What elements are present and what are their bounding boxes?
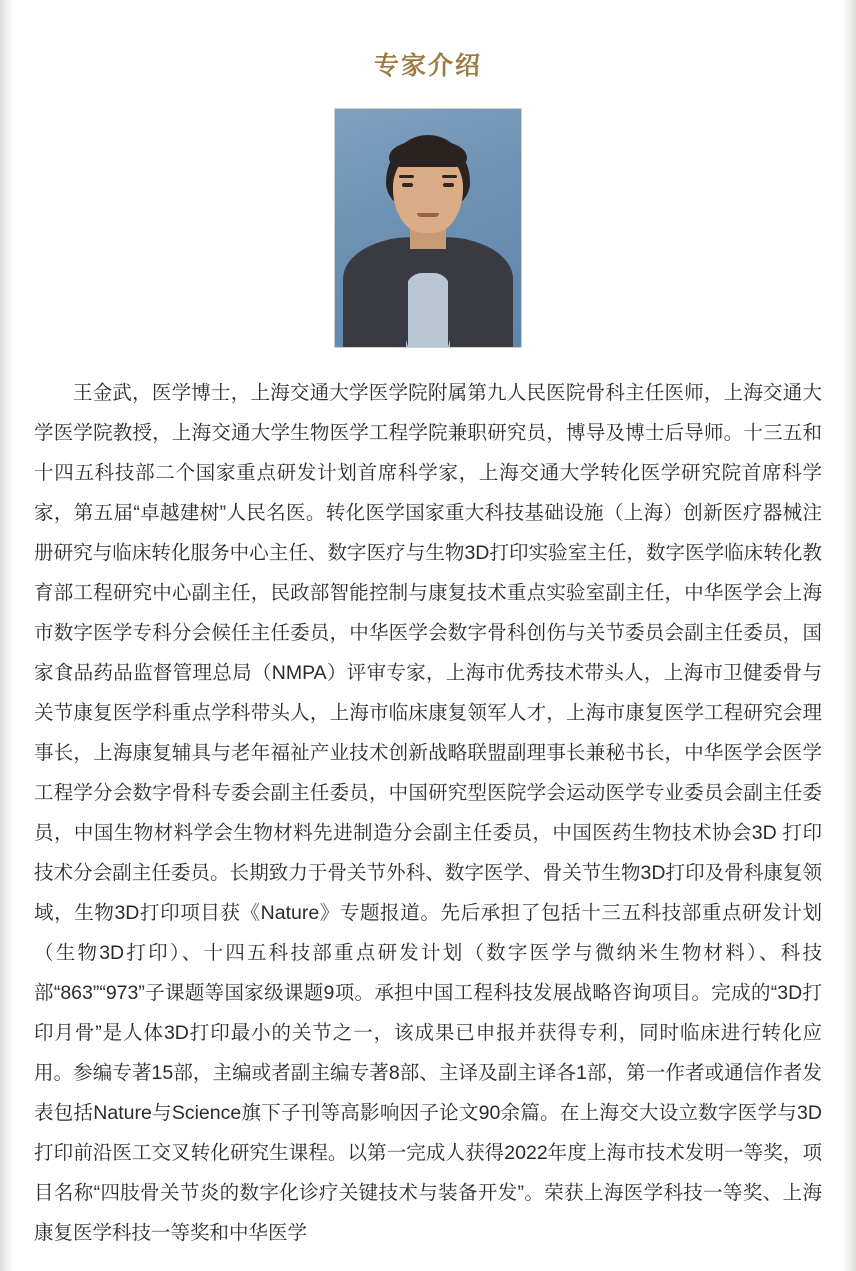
expert-bio-container [26,367,830,1253]
portrait-shirt [406,273,450,347]
expert-bio-paragraph: 王金武，医学博士，上海交通大学医学院附属第九人民医院骨科主任医师，上海交通大学医学院教授，上海交通大学生物医学工程学院兼职研究员，博导及博士后导师。十三五和十四五科技部二个国家重点研发计划首席科学家，上海交通大学转化医学研究院首席科学家，第五届“卓越建树”人民名医。转化医学国家重大科技基础设施（上海）创新医疗器械注册研究与临床转化服务中心主任、数字医疗与生物3D打印实验室主任，数字医学临床转化教育部工程研究中心副主任，民政部智能控制与康复技术重点实验室副主任，中华医学会上海市数字医学专科分会候任主任委员，中华医学会数字骨科创伤与关节委员会副主任委员，国家食品药品监督管理总局（NMPA）评审专家，上海市优秀技术带头人，上海市卫健委骨与关节康复医学科重点学科带头人，上海市临床康复领军人才，上海市康复医学工程研究会理事长，上海康复辅具与老年福祉产业技术创新战略联盟副理事长兼秘书长，中华医学会医学工程学分会数字骨科专委会副主任委员，中国研究型医院学会运动医学专业委员会副主任委员，中国生物材料学会生物材料先进制造分会副主任委员，中国医药生物技术协会3D 打印技术分会副主任委员。长期致力于骨关节外科、数字医学、骨关节生物3D打印及骨科康复领域，生物3D打印项目获《Nature》专题报道。先后承担了包括十三五科技部重点研发计划（生物3D打印）、十四五科技部重点研发计划（数字医学与微纳米生物材料）、科技部“863”“973”子课题等国家级课题9项。承担中国工程科技发展战略咨询项目。完成的“3D打印月骨”是人体3D打印最小的关节之一，该成果已申报并获得专利，同时临床进行转化应用。参编专著15部，主编或者副主编专著8部、主译及副主译各1部，第一作者或通信作者发表包括Nature与Science旗下子刊等高影响因子论文90余篇。在上海交大设立数字医学与3D打印前沿医工交叉转化研究生课程。以第一完成人获得2022年度上海市技术发明一等奖，项目名称“四肢骨关节炎的数字化诊疗关键技术与装备开发”。荣获上海医学科技一等奖、上海康复医学科技一等奖和中华医学 [34,382,822,1244]
portrait-eye-left [402,183,413,187]
portrait-eyebrow-left [399,175,414,178]
page-title-container [26,0,830,88]
portrait-lapel-left [386,267,408,347]
portrait-eye-right [443,183,454,187]
portrait-eyebrow-right [442,175,457,178]
portrait-container [26,88,830,367]
expert-portrait-image [334,108,522,348]
page-title: 专家介绍 [373,53,482,80]
portrait-mouth [417,213,439,217]
portrait-lapel-right [448,267,470,347]
portrait-fringe [389,141,467,167]
